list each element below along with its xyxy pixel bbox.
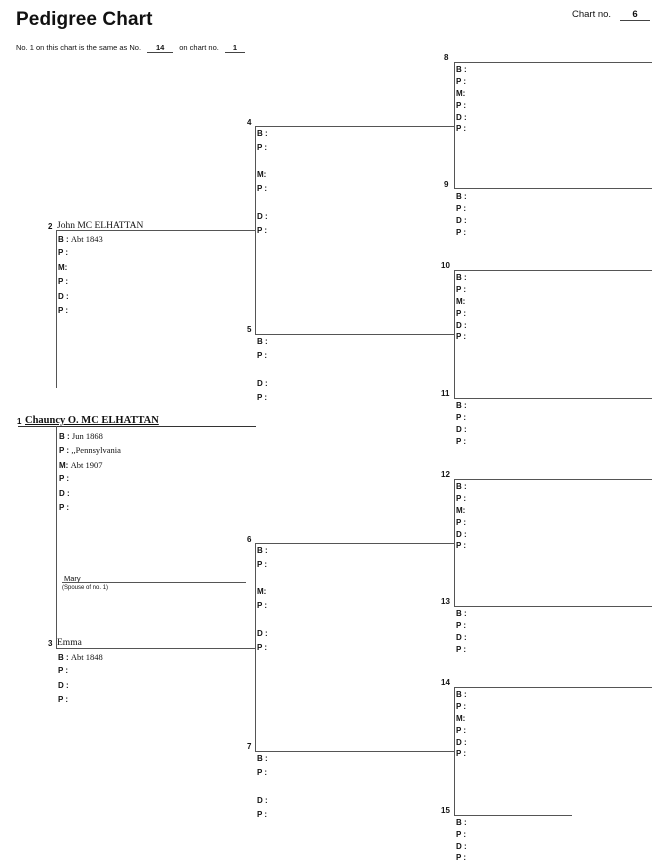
person-8-number: 8: [444, 53, 449, 62]
person-1-number: 1: [17, 417, 22, 426]
person-6-birth-place: P :: [257, 560, 268, 569]
person-8-marriage-place: P :: [456, 101, 467, 110]
chart-no-value: 6: [620, 9, 650, 21]
connector-1-2: [56, 230, 57, 388]
connector-6-12: [454, 479, 455, 543]
same-as-prefix: No. 1 on this chart is the same as No.: [16, 43, 142, 52]
person-2-number: 2: [48, 222, 53, 231]
person-14-death-place: P :: [456, 749, 467, 758]
person-4-death: D :: [257, 212, 268, 221]
person-10-birth-place: P :: [456, 285, 467, 294]
person-4-marriage: M:: [257, 170, 267, 179]
person-5-birth-place: P :: [257, 351, 268, 360]
person-9-birth: B :: [456, 192, 467, 201]
person-7-death: D :: [257, 796, 268, 805]
person-13-number: 13: [441, 597, 450, 606]
person-3-birth: B : Abt 1848: [58, 652, 103, 662]
person-15-line: [454, 815, 572, 816]
person-12-line: [454, 479, 652, 480]
person-6-marriage-place: P :: [257, 601, 268, 610]
person-7-birth: B :: [257, 754, 268, 763]
same-as-mid: on chart no.: [179, 43, 219, 52]
connector-7-14: [454, 687, 455, 751]
spouse-name: Mary: [64, 574, 81, 583]
person-4-birth: B :: [257, 129, 268, 138]
person-2-marriage-place: P :: [58, 277, 69, 286]
connector-4-8: [454, 62, 455, 126]
person-8-line: [454, 62, 652, 63]
person-14-marriage-place: P :: [456, 726, 467, 735]
person-1-death: D :: [59, 489, 70, 498]
person-3-line: [56, 648, 256, 649]
person-10-birth: B :: [456, 273, 467, 282]
person-14-death: D :: [456, 738, 467, 747]
person-7-birth-place: P :: [257, 768, 268, 777]
person-2-death: D :: [58, 292, 69, 301]
person-9-line: [454, 188, 652, 189]
person-12-birth-place: P :: [456, 494, 467, 503]
person-13-birth: B :: [456, 609, 467, 618]
person-1-line: [18, 426, 256, 427]
person-15-number: 15: [441, 806, 450, 815]
person-12-death-place: P :: [456, 541, 467, 550]
person-6-line: [255, 543, 455, 544]
person-6-death-place: P :: [257, 643, 268, 652]
person-13-birth-place: P :: [456, 621, 467, 630]
person-5-line: [255, 334, 455, 335]
person-3-death: D :: [58, 681, 69, 690]
person-14-marriage: M:: [456, 714, 466, 723]
person-15-birth: B :: [456, 818, 467, 827]
person-2-name: John MC ELHATTAN: [57, 221, 144, 231]
person-5-number: 5: [247, 325, 252, 334]
person-2-birth-place: P :: [58, 248, 69, 257]
person-1-name: Chauncy O. MC ELHATTAN: [25, 415, 159, 426]
person-4-death-place: P :: [257, 226, 268, 235]
person-8-death: D :: [456, 113, 467, 122]
person-14-line: [454, 687, 652, 688]
person-14-birth: B :: [456, 690, 467, 699]
person-10-death: D :: [456, 321, 467, 330]
connector-5-10: [454, 270, 455, 334]
person-11-birth: B :: [456, 401, 467, 410]
person-8-birth: B :: [456, 65, 467, 74]
person-2-marriage: M:: [58, 263, 68, 272]
person-4-marriage-place: P :: [257, 184, 268, 193]
person-12-marriage: M:: [456, 506, 466, 515]
person-12-number: 12: [441, 470, 450, 479]
person-1-marriage-place: P :: [59, 474, 70, 483]
spouse-line: [62, 582, 246, 583]
same-as-chart: 1: [225, 43, 245, 53]
person-5-death: D :: [257, 379, 268, 388]
person-3-name: Emma: [57, 638, 82, 648]
chart-no-label: Chart no.: [572, 9, 612, 20]
person-10-number: 10: [441, 261, 450, 270]
person-1-death-place: P :: [59, 503, 70, 512]
person-6-birth: B :: [257, 546, 268, 555]
person-15-death: D :: [456, 842, 467, 851]
same-as-no: 14: [147, 43, 173, 53]
spouse-note: (Spouse of no. 1): [62, 585, 109, 591]
person-2-birth: B : Abt 1843: [58, 234, 103, 244]
person-10-marriage: M:: [456, 297, 466, 306]
person-11-death: D :: [456, 425, 467, 434]
person-11-number: 11: [441, 389, 450, 398]
connector-3-6: [255, 543, 256, 648]
person-6-marriage: M:: [257, 587, 267, 596]
person-13-death-place: P :: [456, 645, 467, 654]
person-7-death-place: P :: [257, 810, 268, 819]
person-13-death: D :: [456, 633, 467, 642]
connector-1-3: [56, 426, 57, 648]
person-9-death-place: P :: [456, 228, 467, 237]
person-12-birth: B :: [456, 482, 467, 491]
person-2-line: [56, 230, 256, 231]
person-15-birth-place: P :: [456, 830, 467, 839]
person-4-number: 4: [247, 118, 252, 127]
connector-2-5: [255, 230, 256, 334]
person-12-marriage-place: P :: [456, 518, 467, 527]
person-11-birth-place: P :: [456, 413, 467, 422]
person-6-death: D :: [257, 629, 268, 638]
person-15-death-place: P :: [456, 853, 467, 862]
person-8-birth-place: P :: [456, 77, 467, 86]
connector-3-7: [255, 648, 256, 751]
person-9-birth-place: P :: [456, 204, 467, 213]
person-11-death-place: P :: [456, 437, 467, 446]
person-8-death-place: P :: [456, 124, 467, 133]
person-7-line: [255, 751, 455, 752]
person-6-number: 6: [247, 535, 252, 544]
connector-4-9: [454, 126, 455, 188]
page-title: Pedigree Chart: [16, 9, 153, 30]
person-3-birth-place: P :: [58, 666, 69, 675]
person-8-marriage: M:: [456, 89, 466, 98]
person-4-line: [255, 126, 455, 127]
person-2-death-place: P :: [58, 306, 69, 315]
person-3-number: 3: [48, 639, 53, 648]
person-14-number: 14: [441, 678, 450, 687]
same-as-line: [16, 43, 245, 53]
person-11-line: [454, 398, 652, 399]
connector-2-4: [255, 126, 256, 230]
person-5-birth: B :: [257, 337, 268, 346]
person-7-number: 7: [247, 742, 252, 751]
connector-6-13: [454, 543, 455, 606]
person-1-birth-place: P : ,,Pennsylvania: [59, 445, 121, 455]
person-12-death: D :: [456, 530, 467, 539]
connector-7-15: [454, 751, 455, 815]
person-13-line: [454, 606, 652, 607]
person-10-death-place: P :: [456, 332, 467, 341]
person-9-death: D :: [456, 216, 467, 225]
connector-5-11: [454, 334, 455, 398]
person-5-death-place: P :: [257, 393, 268, 402]
person-3-death-place: P :: [58, 695, 69, 704]
person-10-line: [454, 270, 652, 271]
person-1-birth: B : Jun 1868: [59, 431, 103, 441]
person-14-birth-place: P :: [456, 702, 467, 711]
person-9-number: 9: [444, 180, 449, 189]
person-1-marriage: M: Abt 1907: [59, 460, 103, 470]
person-4-birth-place: P :: [257, 143, 268, 152]
person-10-marriage-place: P :: [456, 309, 467, 318]
